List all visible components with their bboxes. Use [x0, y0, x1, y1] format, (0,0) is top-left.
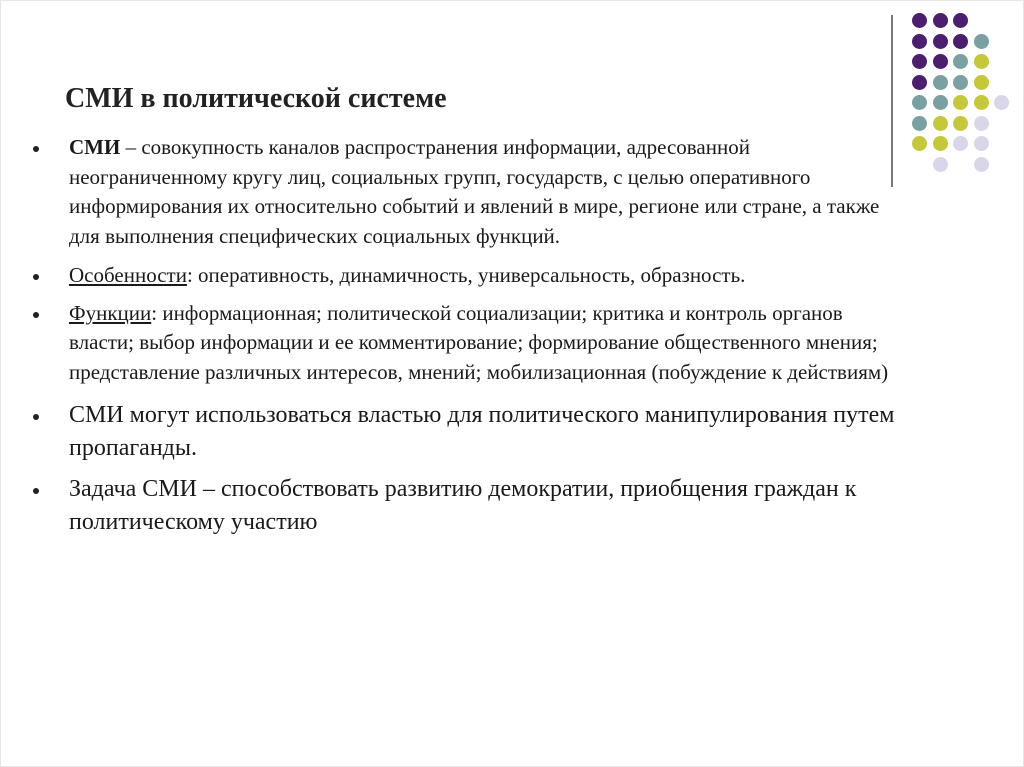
decor-dot — [953, 95, 968, 110]
decor-dot — [974, 54, 989, 69]
decor-dot — [953, 54, 968, 69]
decor-dot — [974, 157, 989, 172]
bullet-functions — [31, 299, 911, 388]
definition-text: – совокупность каналов распространения информации, адресованной неограниченному кругу лиц, социальных групп, государств, с целью оперативного информирования их относительно событий и явлений в мире, регионе или стране, а также для выполнения специфических социальных функций. — [69, 135, 880, 248]
decor-dot — [974, 116, 989, 131]
decor-dot — [933, 75, 948, 90]
decor-dot — [912, 54, 927, 69]
decor-dot — [912, 75, 927, 90]
decor-dot — [953, 116, 968, 131]
manipulation-text: СМИ могут использоваться властью для политического манипулирования путем пропаганды. — [69, 402, 895, 461]
decor-dot — [933, 54, 948, 69]
decor-dot — [912, 13, 927, 28]
decor-dot — [953, 136, 968, 151]
decor-dot — [912, 136, 927, 151]
bullet-list — [31, 133, 911, 547]
decor-dot — [912, 116, 927, 131]
decor-dot — [912, 34, 927, 49]
decor-dot — [933, 95, 948, 110]
dot-grid-decoration — [907, 11, 1017, 171]
decor-dot — [974, 34, 989, 49]
decor-dot — [974, 136, 989, 151]
features-text: : оперативность, динамичность, универсальность, образность. — [186, 263, 746, 287]
decor-dot — [912, 95, 927, 110]
bullet-features — [31, 261, 911, 291]
bullet-manipulation — [31, 399, 911, 465]
task-text: Задача СМИ – способствовать развитию демократии, приобщения граждан к политическому участию — [69, 476, 857, 535]
decor-dot — [933, 13, 948, 28]
decor-dot — [974, 75, 989, 90]
decor-dot — [933, 34, 948, 49]
functions-text: : информационная; политической социализации; критика и контроль органов власти; выбор информации и ее комментирование; формирование общественного мнения; представление различных интересов, мнений; мобилизационная (побуждение к действиям) — [69, 300, 889, 384]
bullet-definition — [31, 133, 911, 251]
term-smi: СМИ — [69, 135, 121, 159]
decor-dot — [953, 75, 968, 90]
decor-dot — [953, 34, 968, 49]
decor-dot — [953, 13, 968, 28]
decor-dot — [933, 116, 948, 131]
decor-dot — [974, 95, 989, 110]
bullet-task — [31, 473, 911, 539]
decor-dot — [933, 157, 948, 172]
decor-dot — [994, 95, 1009, 110]
slide-title: СМИ в политической системе — [65, 83, 447, 114]
term-features: Особенности — [69, 263, 187, 287]
term-functions: Функции — [69, 300, 152, 325]
decor-dot — [933, 136, 948, 151]
